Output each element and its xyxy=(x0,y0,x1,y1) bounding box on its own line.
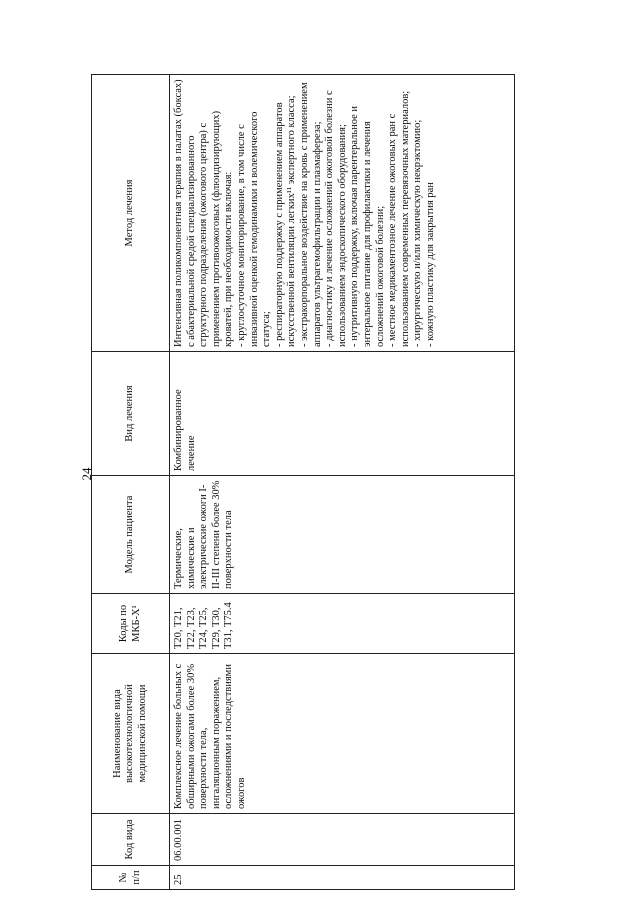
header-num: № п/п xyxy=(92,866,170,890)
cell-icd: T20, T21, T22, T23, T24, T25, T29, T30, T31, T75.4 xyxy=(170,594,515,654)
header-code: Код вида xyxy=(92,814,170,866)
header-type: Вид лечения xyxy=(92,352,170,476)
header-model: Модель пациента xyxy=(92,476,170,594)
cell-model: Термические, химические и электрические ожоги I-II-III степени более 30% поверхности тела xyxy=(170,476,515,594)
table-row xyxy=(170,75,515,890)
method-line: - диагностику и лечение осложнений ожоговой болезни с использованием эндоскопического оборудования; xyxy=(324,90,348,347)
table-header-row xyxy=(92,75,170,890)
method-line: - хирургическую и/или химическую некрэктомию; xyxy=(412,119,424,347)
header-name: Наименование вида высокотехнологичной медицинской помощи xyxy=(92,654,170,814)
method-line: Интенсивная поликомпонентная терапия в палатах (боксах) с абактериальной средой специализированного структурного подразделения (ожогового центра) с применением противоожоговых (флюидизирующих) кроватей, при необходимости включая: xyxy=(173,79,235,347)
cell-name: Комплексное лечение больных с обширными ожогами более 30% поверхности тела, ингаляционным поражением, осложнениями и последствиями ожогов xyxy=(170,654,515,814)
rotated-table-container xyxy=(91,75,515,890)
page-number: 24 xyxy=(79,467,94,481)
treatment-table xyxy=(91,74,515,890)
method-line: - круглосуточное мониторирование, в том числе с инвазивной оценкой гемодинамики и волемического статуса; xyxy=(235,111,273,347)
cell-type: Комбинированное лечение xyxy=(170,352,515,476)
method-line: - экстракорпоральное воздействие на кровь с применением аппаратов ультрагемофильтрации и плазмафереза; xyxy=(298,82,323,347)
cell-num: 25 xyxy=(170,866,515,890)
method-line: - местное медикаментозное лечение ожоговых ран с использованием современных перевязочных материалов; xyxy=(387,90,411,347)
method-line: - нутритивную поддержку, включая парентеральное и энтеральное питание для профилактики и лечения осложнений ожоговой болезни; xyxy=(349,105,386,347)
method-line: - кожную пластику для закрытия ран xyxy=(424,182,436,347)
cell-method xyxy=(170,75,515,352)
header-method: Метод лечения xyxy=(92,75,170,352)
header-icd: Коды по МКБ-Х¹ xyxy=(92,594,170,654)
cell-code: 06.00.001 xyxy=(170,814,515,866)
method-line: - респираторную поддержку с применением аппаратов искусственной вентиляции легких¹¹ экспертного класса; xyxy=(273,95,298,347)
